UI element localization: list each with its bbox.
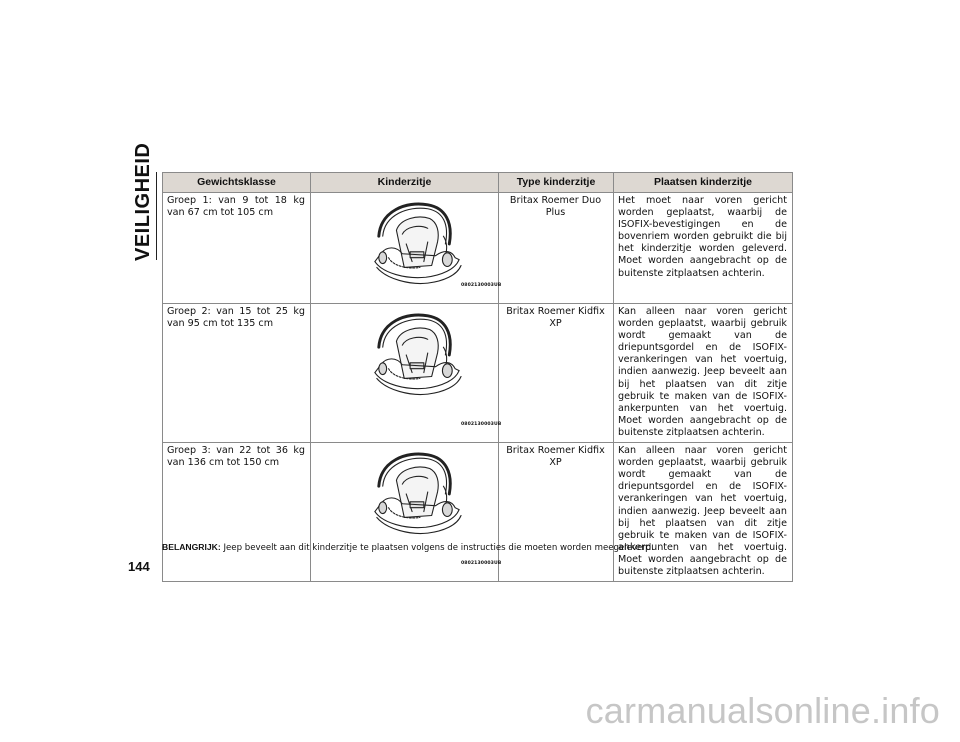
section-label: [126, 142, 160, 261]
table-header-row: [163, 173, 793, 193]
weight-group-cell: Groep 1: van 9 tot 18 kg van 67 cm tot 105 cm: [163, 193, 311, 304]
seat-positions-cell: Het moet naar voren gericht worden geplaatst, waarbij de ISOFIX-bevestigingen en de bovenriem worden gebruikt die bij het kinderzitje worden geleverd. Moet worden aangebracht op de buitenste zitplaatsen achterin.: [614, 193, 793, 304]
child-seat-table: [162, 172, 793, 582]
section-divider: [156, 172, 157, 260]
seat-type-cell: Britax Roemer Duo Plus: [499, 193, 614, 304]
important-note-text: Jeep beveelt aan dit kinderzitje te plaatsen volgens de instructies die moeten worden meegeleverd.: [220, 543, 654, 553]
header-seat-positions: Plaatsen kinderzitje: [614, 173, 793, 193]
header-child-seat: Kinderzitje: [311, 173, 499, 193]
watermark: carmanualsonline.info: [585, 690, 940, 731]
child-seat-illustration-graphic: [367, 197, 465, 289]
weight-group-cell: Groep 2: van 15 tot 25 kg van 95 cm tot 135 cm: [163, 304, 311, 443]
child-seat-illustration: [315, 306, 502, 439]
seat-positions-cell: Kan alleen naar voren gericht worden geplaatst, waarbij gebruik wordt gemaakt van de driepuntsgordel en de ISOFIX-verankeringen van het voertuig, indien aanwezig. Jeep beveelt aan bij het plaatsen van dit zitje gebruik te maken van de ISOFIX-ankerpunten van het voertuig. Moet worden aangebracht op de buitenste zitplaatsen achterin.: [614, 443, 793, 582]
header-weight-class: Gewichtsklasse: [163, 173, 311, 193]
child-seat-illustration-graphic: [367, 447, 465, 539]
important-note: [162, 542, 654, 553]
section-label-text: VEILIGHEID: [132, 142, 154, 261]
important-note-label: BELANGRIJK:: [162, 542, 221, 552]
seat-positions-cell: Kan alleen naar voren gericht worden geplaatst, waarbij gebruik wordt gemaakt van de driepuntsgordel en de ISOFIX-verankeringen van het voertuig, indien aanwezig. Jeep beveelt aan bij het plaatsen van dit zitje gebruik te maken van de ISOFIX-ankerpunten van het voertuig. Moet worden aangebracht op de buitenste zitplaatsen achterin.: [614, 304, 793, 443]
table-row: [163, 443, 793, 582]
child-seat-illustration-graphic: [367, 308, 465, 400]
table-row: [163, 193, 793, 304]
seat-type-cell: Britax Roemer Kidfix XP: [499, 443, 614, 582]
child-seat-illustration: [315, 195, 502, 300]
weight-group-cell: Groep 3: van 22 tot 36 kg van 136 cm tot 150 cm: [163, 443, 311, 582]
figure-code: 0802130003UB: [461, 421, 502, 427]
seat-type-cell: Britax Roemer Kidfix XP: [499, 304, 614, 443]
figure-code: 0802130003UB: [461, 282, 502, 288]
child-seat-image-cell: [311, 193, 502, 304]
header-seat-type: Type kinderzitje: [499, 173, 614, 193]
child-seat-image-cell: [311, 304, 502, 443]
child-seat-illustration: [315, 445, 502, 578]
page-number: 144: [128, 559, 150, 574]
child-seat-image-cell: [311, 443, 502, 582]
figure-code: 0802130003UB: [461, 560, 502, 566]
table-row: [163, 304, 793, 443]
